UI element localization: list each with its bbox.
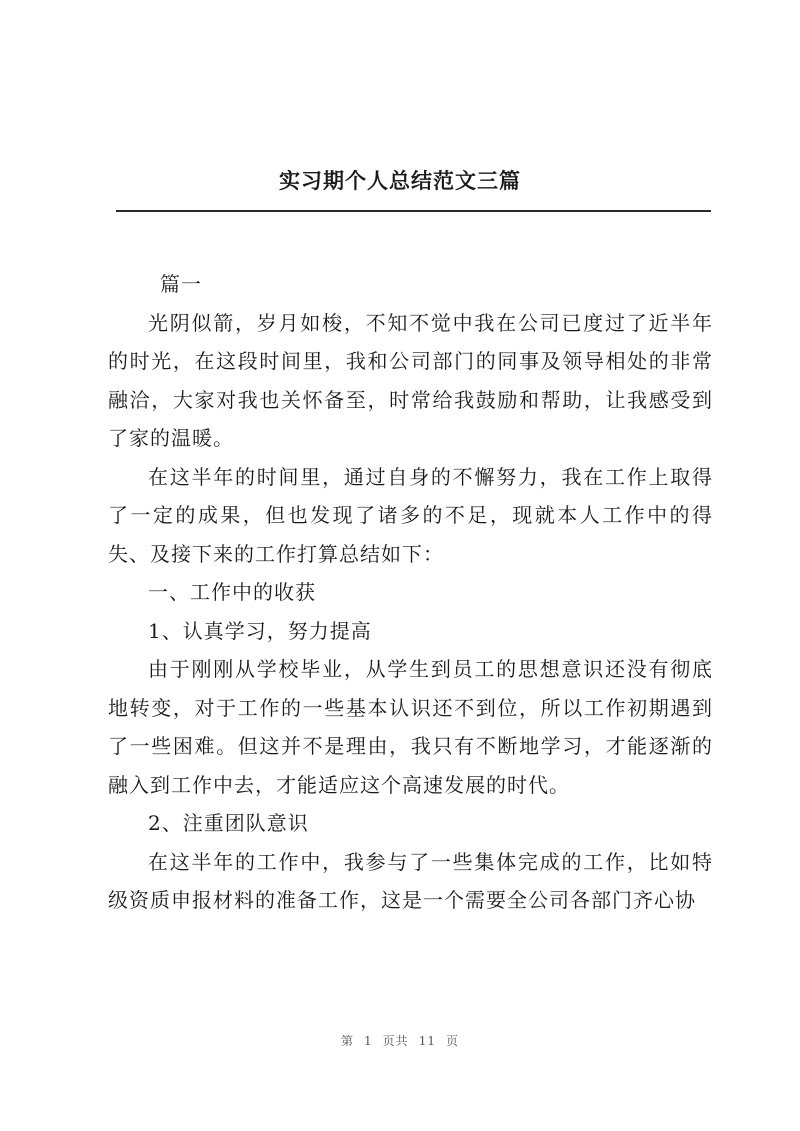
- subheading: 一、工作中的收获: [148, 580, 316, 604]
- document-title: 实习期个人总结范文三篇: [279, 169, 521, 193]
- section-heading: 篇一: [160, 272, 202, 296]
- document-body: [108, 265, 713, 920]
- footer-middle: 页共: [382, 1034, 409, 1048]
- page-footer: [0, 1032, 800, 1049]
- paragraph: 由于刚刚从学校毕业，从学生到员工的思想意识还没有彻底地转变，对于工作的一些基本认识还不到位，所以工作初期遇到了一些困难。但这并不是理由，我只有不断地学习，才能逐渐的融入到工作中去，才能适应这个高速发展的时代。: [108, 657, 713, 797]
- footer-total-pages: 11: [418, 1034, 436, 1048]
- footer-prefix: 第: [341, 1034, 355, 1048]
- subheading: 1、认真学习，努力提高: [148, 618, 372, 643]
- title-divider: [116, 210, 711, 212]
- paragraph: 在这半年的工作中，我参与了一些集体完成的工作，比如特级资质申报材料的准备工作，这是一个需要全公司各部门齐心协: [108, 849, 713, 912]
- footer-suffix: 页: [445, 1034, 459, 1048]
- subheading: 2、注重团队意识: [148, 811, 309, 835]
- footer-page-number: 1: [364, 1034, 373, 1048]
- paragraph: 光阴似箭，岁月如梭，不知不觉中我在公司已度过了近半年的时光，在这段时间里，我和公司部门的同事及领导相处的非常融洽，大家对我也关怀备至，时常给我鼓励和帮助，让我感受到了家的温暖。: [108, 310, 713, 450]
- paragraph: 在这半年的时间里，通过自身的不懈努力，我在工作上取得了一定的成果，但也发现了诸多的不足，现就本人工作中的得失、及接下来的工作打算总结如下：: [108, 464, 713, 566]
